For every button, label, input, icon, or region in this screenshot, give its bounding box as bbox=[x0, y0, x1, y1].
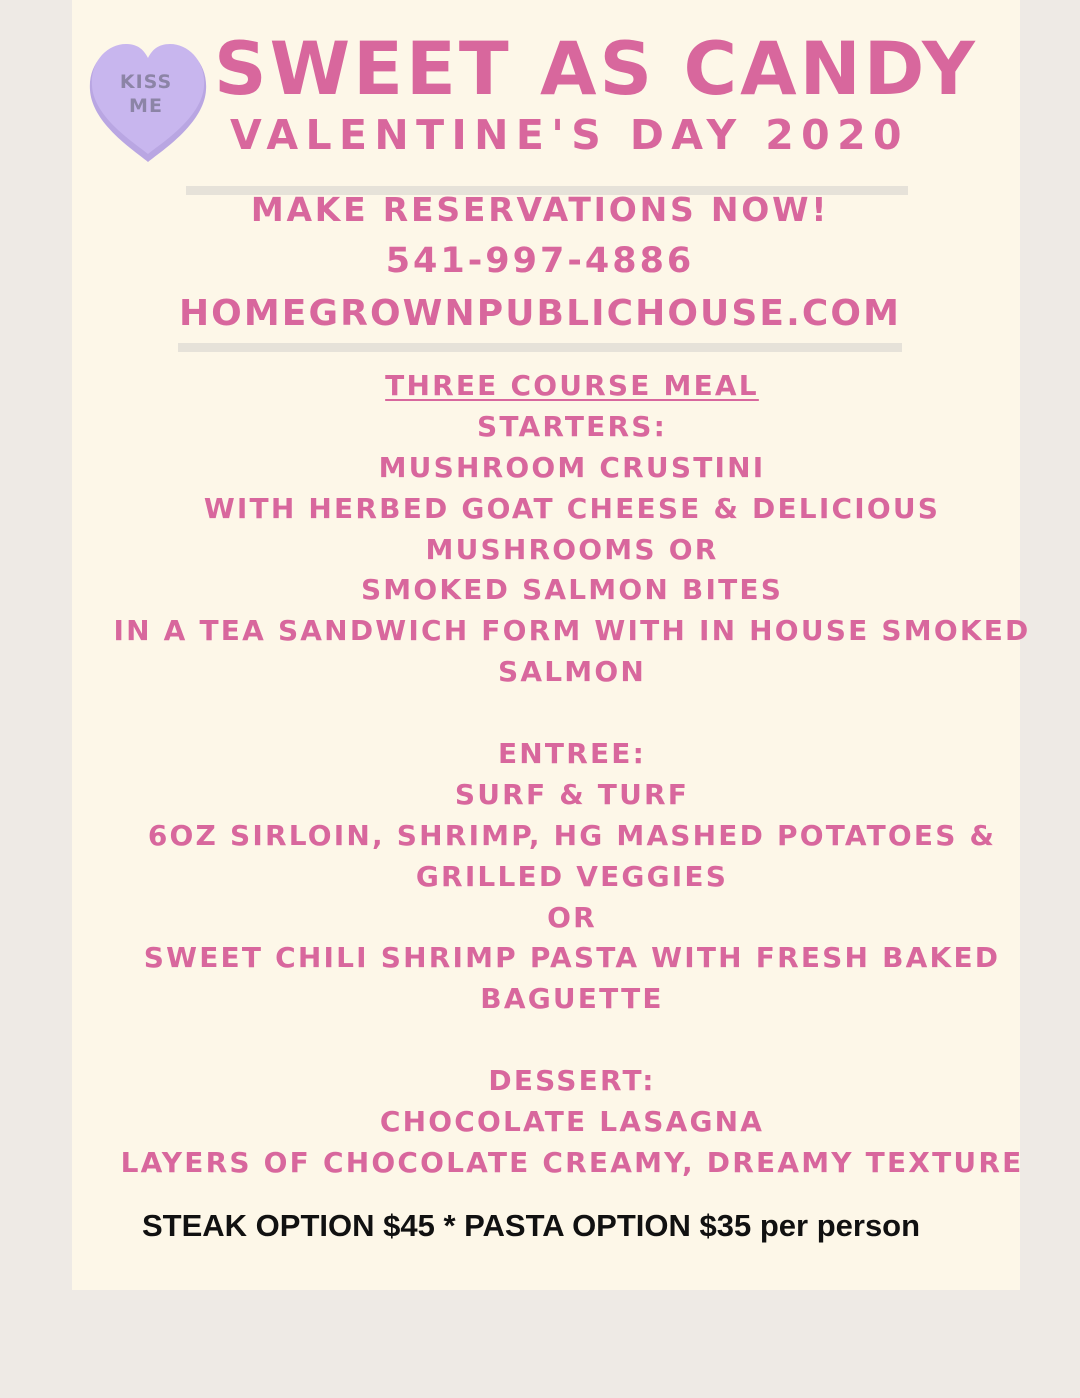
menu-heading-line bbox=[72, 366, 1072, 407]
dessert-description: LAYERS OF CHOCOLATE CREAMY, DREAMY TEXTURE bbox=[120, 1145, 1024, 1179]
candy-heart-label bbox=[86, 70, 206, 118]
menu-section bbox=[72, 366, 1072, 1184]
menu-spacer bbox=[72, 1020, 1072, 1061]
entree-label: ENTREE: bbox=[497, 737, 647, 771]
reservations-callout: MAKE RESERVATIONS NOW! bbox=[250, 190, 830, 229]
pricing-line: STEAK OPTION $45 * PASTA OPTION $35 per person bbox=[142, 1208, 921, 1243]
menu-heading: THREE COURSE MEAL bbox=[385, 369, 759, 402]
website-link[interactable]: HOMEGROWNPUBLICHOUSE.COM bbox=[178, 293, 902, 334]
page-title: SWEET AS CANDY bbox=[214, 27, 978, 112]
entree-or: OR bbox=[547, 900, 597, 934]
entree-2-description-cont: BAGUETTE bbox=[480, 982, 664, 1016]
candy-heart-line1: KISS bbox=[119, 71, 173, 93]
starters-label: STARTERS: bbox=[476, 409, 667, 443]
entree-2-description: SWEET CHILI SHRIMP PASTA WITH FRESH BAKED bbox=[143, 941, 1001, 975]
starter-1-description: WITH HERBED GOAT CHEESE & DELICIOUS bbox=[203, 491, 941, 525]
menu-spacer bbox=[72, 693, 1072, 734]
starter-1-name: MUSHROOM CRUSTINI bbox=[378, 450, 766, 484]
phone-number: 541-997-4886 bbox=[385, 241, 695, 281]
dessert-label: DESSERT: bbox=[488, 1064, 656, 1098]
starter-2-description: IN A TEA SANDWICH FORM WITH IN HOUSE SMOKED bbox=[113, 614, 1031, 648]
bottom-divider bbox=[178, 343, 902, 352]
starter-2-description-cont: SALMON bbox=[498, 655, 646, 689]
starter-1-description-cont: MUSHROOMS OR bbox=[425, 532, 719, 566]
page-subtitle: VALENTINE'S DAY 2020 bbox=[230, 111, 909, 159]
candy-heart-line2: ME bbox=[129, 95, 163, 117]
entree-1-description: 6OZ SIRLOIN, SHRIMP, HG MASHED POTATOES & bbox=[147, 818, 997, 852]
entree-1-name: SURF & TURF bbox=[454, 777, 690, 811]
entree-1-description-cont: GRILLED VEGGIES bbox=[415, 859, 729, 893]
starter-2-name: SMOKED SALMON BITES bbox=[360, 573, 784, 607]
dessert-name: CHOCOLATE LASAGNA bbox=[379, 1105, 765, 1139]
